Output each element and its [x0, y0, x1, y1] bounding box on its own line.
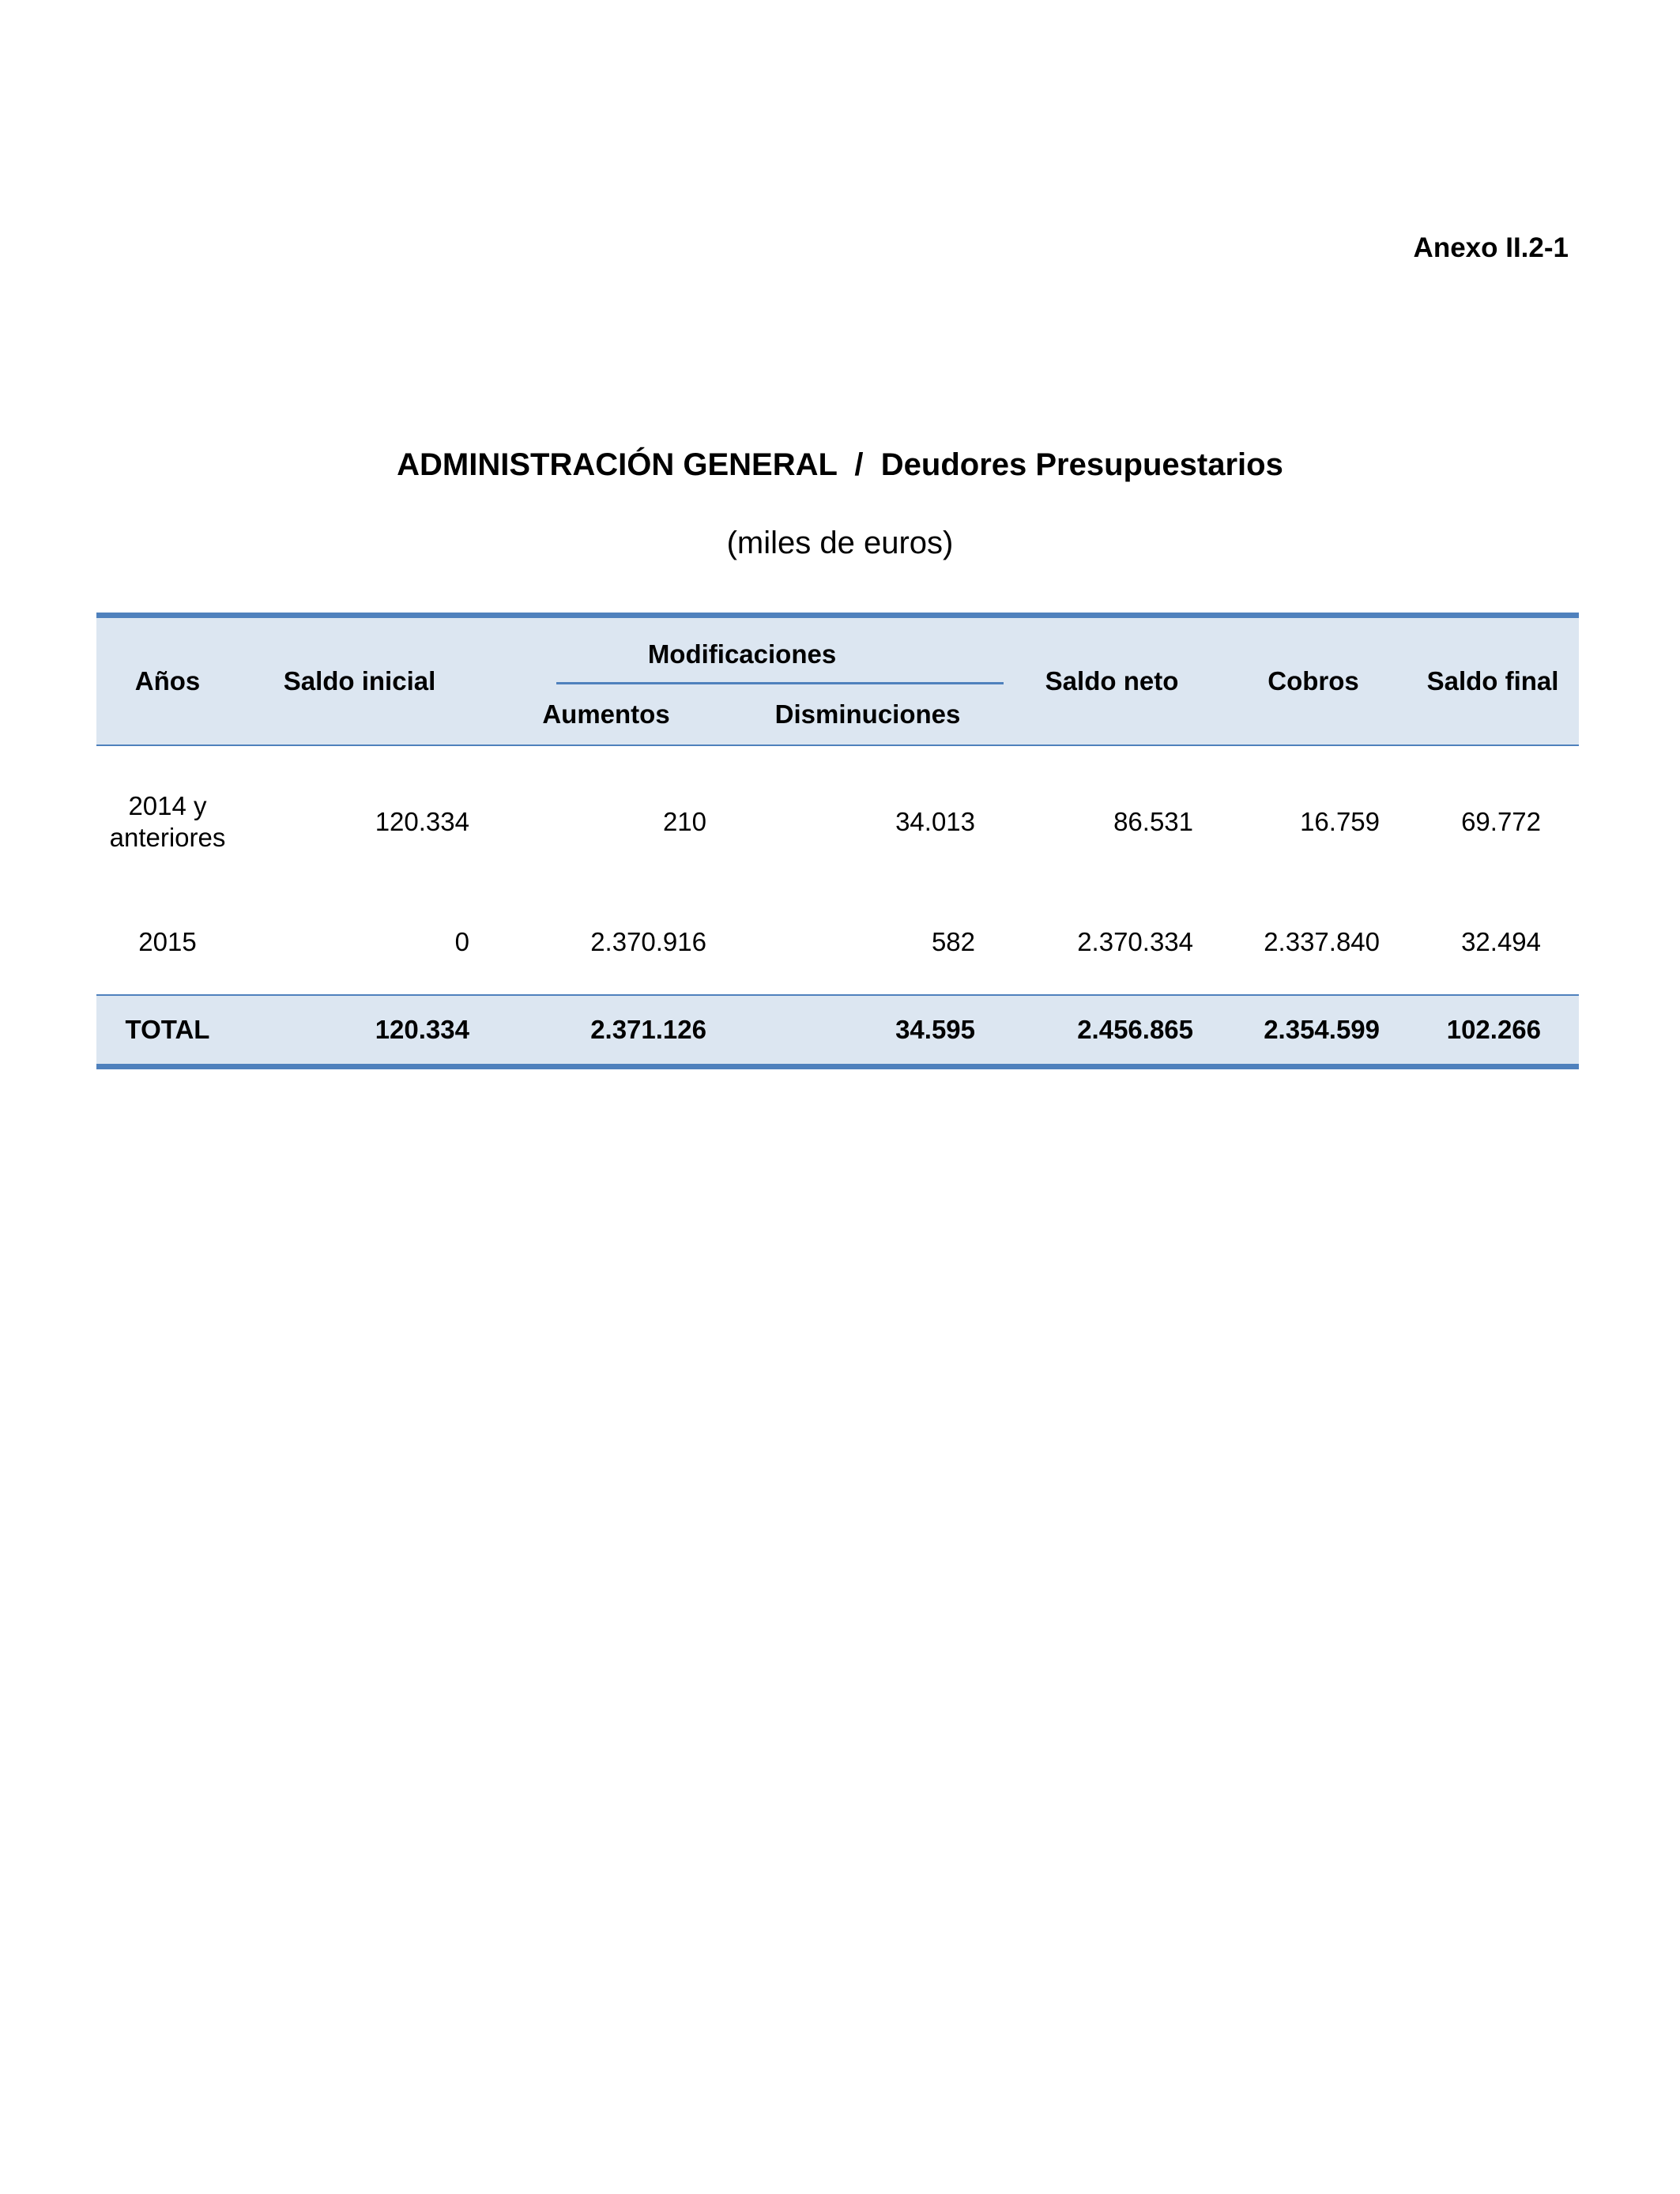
table-row	[96, 745, 1579, 890]
table-footer	[96, 995, 1579, 1067]
cell-year-line1: 2014 y	[128, 791, 207, 820]
page-title: ADMINISTRACIÓN GENERAL / Deudores Presupuestarios	[397, 447, 1283, 482]
debtors-table	[96, 613, 1579, 1069]
total-saldo-inicial: 120.334	[239, 995, 480, 1067]
header-saldo-final: Saldo final	[1407, 616, 1579, 746]
cell-year: 2015	[138, 927, 197, 956]
total-saldo-final: 102.266	[1407, 995, 1579, 1067]
table-row	[96, 890, 1579, 995]
cell-disminuciones: 582	[931, 927, 976, 956]
table-header	[96, 616, 1579, 746]
total-saldo-neto: 2.456.865	[1004, 995, 1220, 1067]
cell-aumentos: 2.370.916	[590, 927, 706, 956]
header-saldo-neto: Saldo neto	[1004, 616, 1220, 746]
cell-cobros: 16.759	[1300, 807, 1381, 836]
cell-year	[96, 745, 239, 890]
header-aumentos: Aumentos	[480, 684, 732, 745]
header-cobros: Cobros	[1220, 616, 1407, 746]
header-disminuciones: Disminuciones	[732, 684, 1004, 745]
cell-year-line2: anteriores	[109, 823, 226, 852]
header-row-main	[96, 616, 1579, 685]
page-subtitle: (miles de euros)	[726, 526, 954, 560]
cell-saldo-final: 69.772	[1461, 807, 1542, 836]
cell-cobros: 2.337.840	[1264, 927, 1381, 956]
total-aumentos: 2.371.126	[480, 995, 732, 1067]
cell-saldo-neto: 86.531	[1113, 807, 1194, 836]
header-group-divider	[556, 682, 1004, 684]
header-modificaciones	[480, 616, 1004, 685]
header-saldo-inicial: Saldo inicial	[239, 616, 480, 746]
total-row	[96, 995, 1579, 1067]
header-modificaciones-label: Modificaciones	[647, 639, 837, 669]
annex-label: Anexo II.2-1	[1413, 232, 1569, 263]
cell-disminuciones: 34.013	[895, 807, 976, 836]
total-disminuciones: 34.595	[732, 995, 1004, 1067]
table-body	[96, 745, 1579, 995]
header-anos: Años	[96, 616, 239, 746]
total-cobros: 2.354.599	[1220, 995, 1407, 1067]
cell-saldo-inicial: 120.334	[375, 807, 469, 836]
cell-saldo-final: 32.494	[1461, 927, 1542, 956]
cell-saldo-neto: 2.370.334	[1077, 927, 1194, 956]
cell-aumentos: 210	[662, 807, 706, 836]
total-label: TOTAL	[96, 995, 239, 1067]
cell-saldo-inicial: 0	[454, 927, 469, 956]
